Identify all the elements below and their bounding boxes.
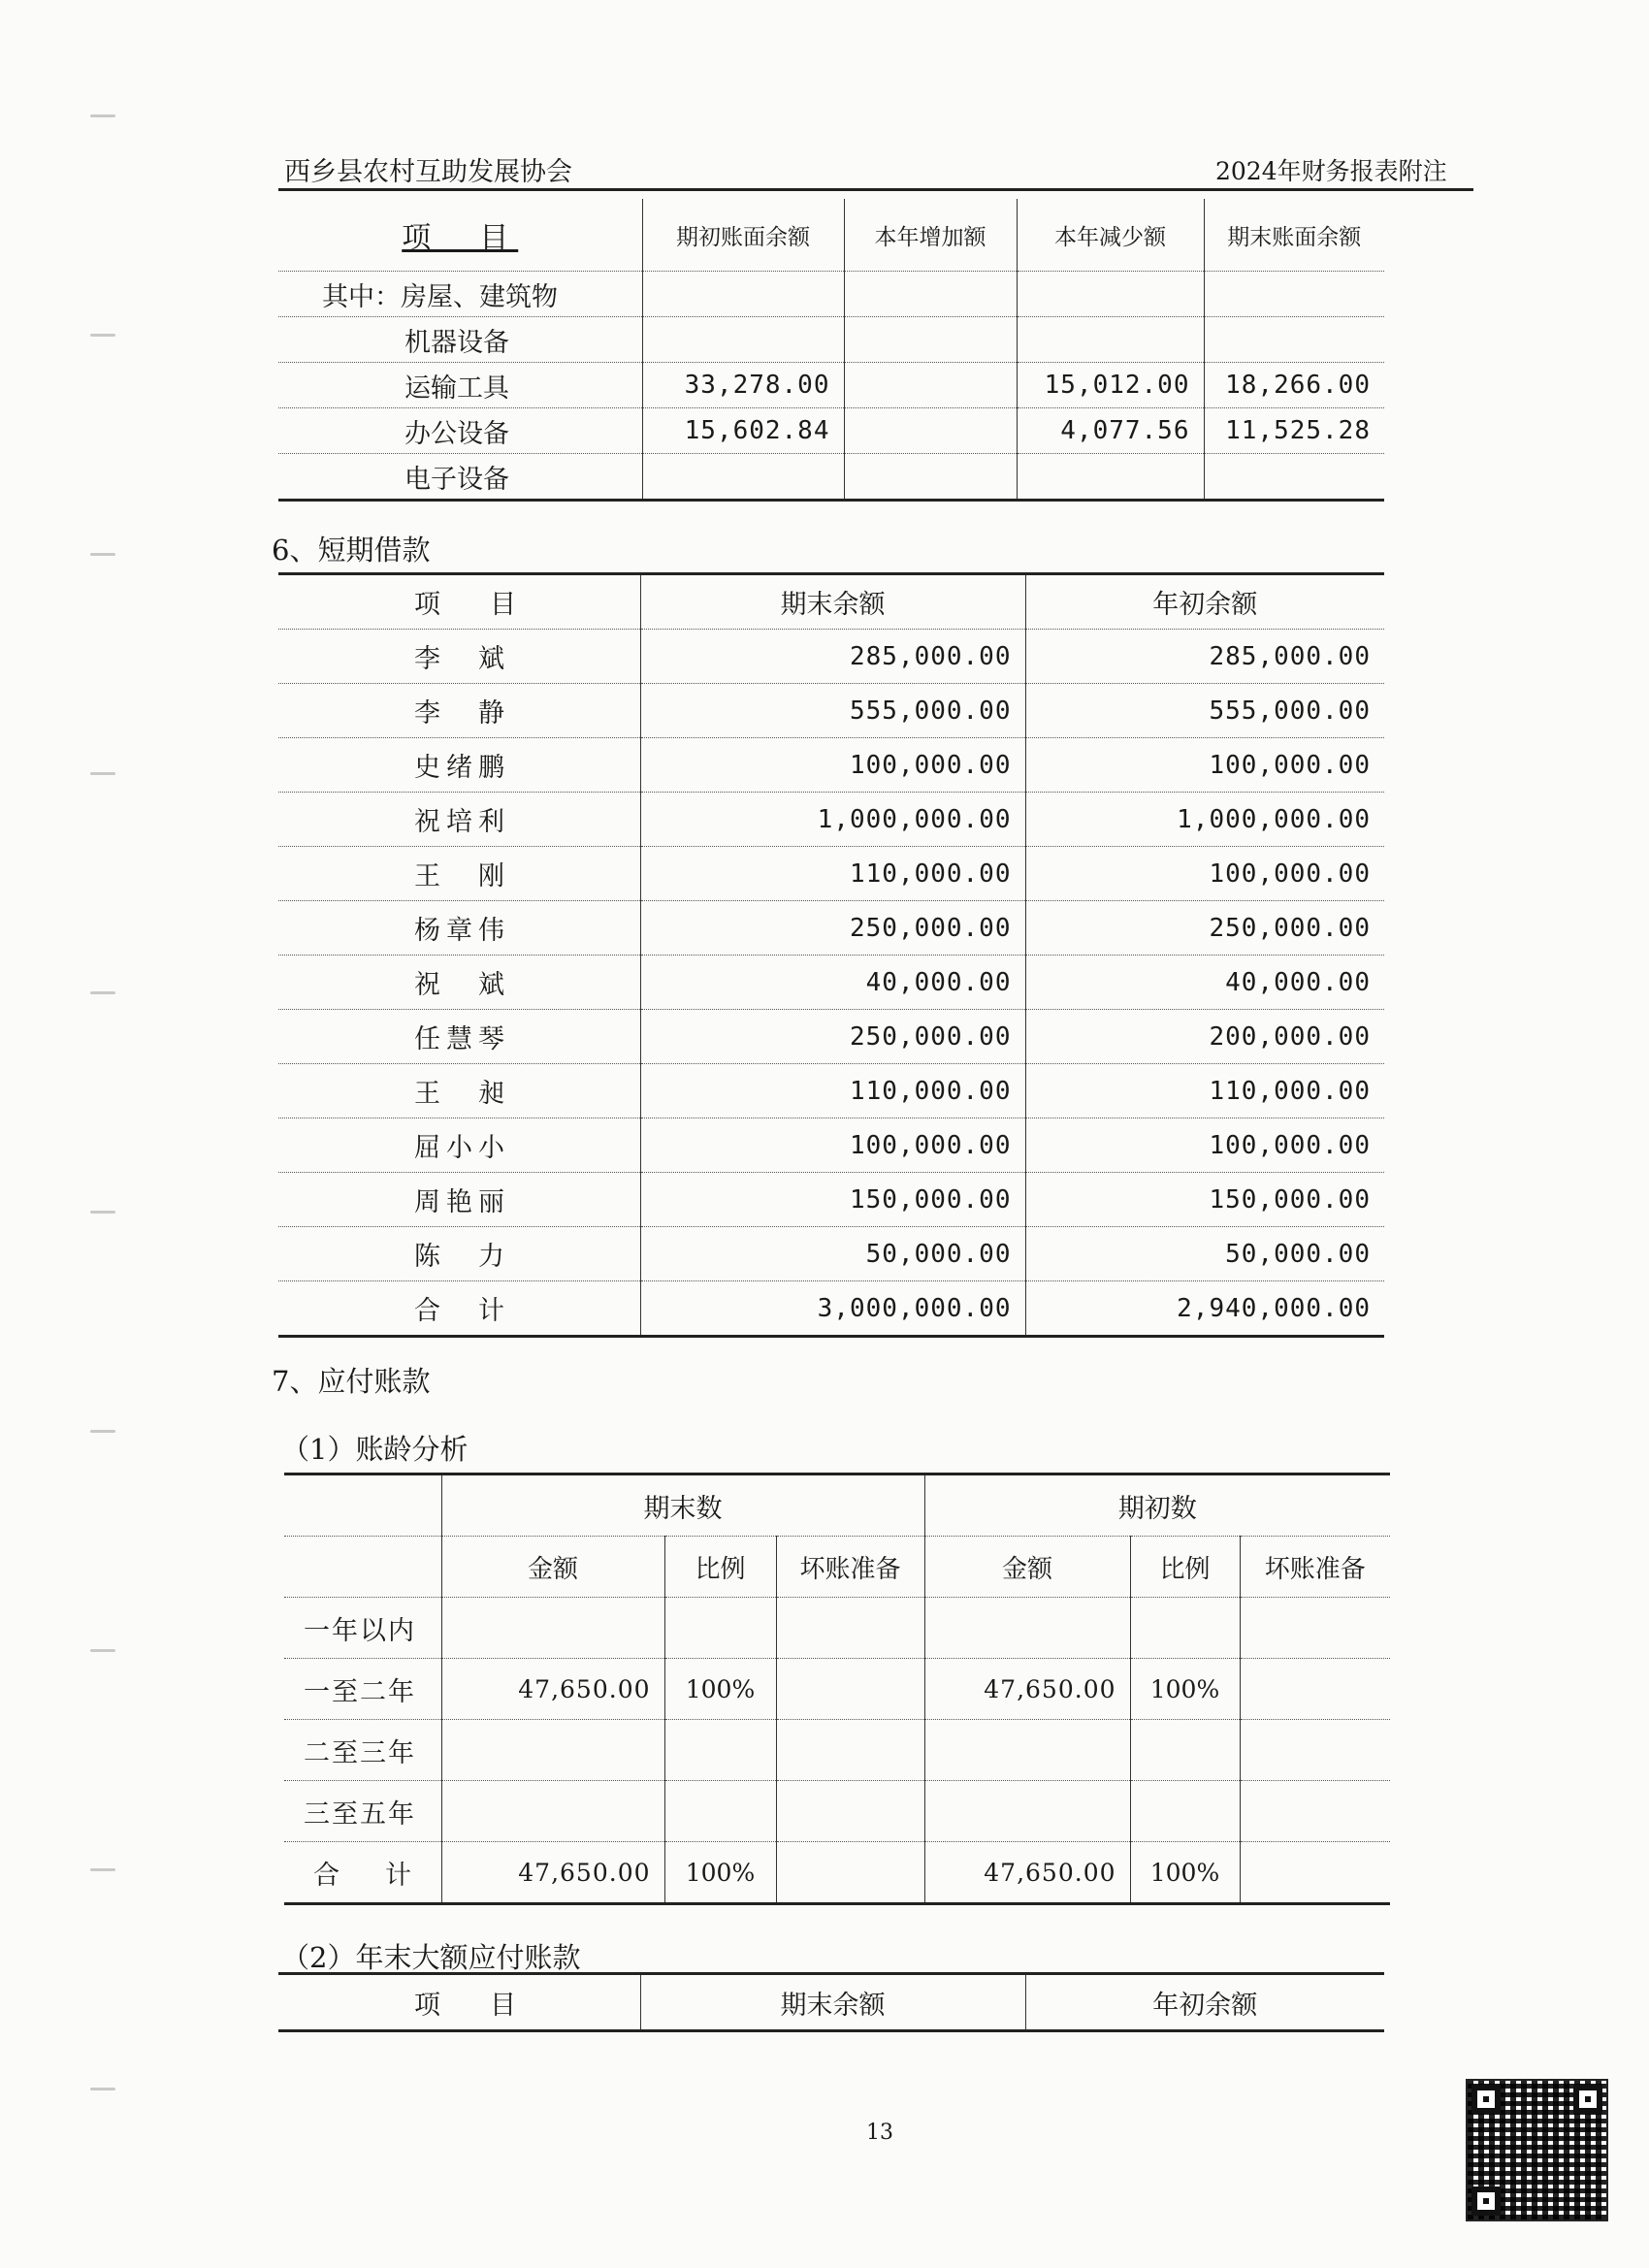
loan-begin-balance: 200,000.00 xyxy=(1025,1010,1384,1064)
cell-ratio-end: 100% xyxy=(664,1659,776,1720)
table-row xyxy=(284,1842,1390,1904)
col-close-balance: 期末账面余额 xyxy=(1204,199,1384,272)
cell-open xyxy=(642,272,844,317)
table-row xyxy=(278,1173,1384,1227)
cell-inc xyxy=(844,363,1017,408)
sub-amount-begin: 金额 xyxy=(924,1537,1130,1598)
table-row xyxy=(278,956,1384,1010)
binder-mark xyxy=(90,991,115,994)
qr-finder-icon xyxy=(1573,2085,1602,2114)
col-begin-balance: 年初余额 xyxy=(1025,574,1384,630)
aging-heading: （1）账龄分析 xyxy=(281,1433,469,1466)
cell-amount-end xyxy=(441,1720,664,1781)
cell-provision-begin xyxy=(1240,1720,1390,1781)
cell-dec: 4,077.56 xyxy=(1017,408,1204,454)
loan-end-balance: 110,000.00 xyxy=(640,1064,1025,1118)
cell-close xyxy=(1204,272,1384,317)
aging-label: 一至二年 xyxy=(284,1659,441,1720)
loan-end-balance: 100,000.00 xyxy=(640,1118,1025,1173)
cell-open xyxy=(642,454,844,501)
table-row xyxy=(278,684,1384,738)
cell-close xyxy=(1204,317,1384,363)
aging-label: 三至五年 xyxy=(284,1781,441,1842)
fixed-assets-table xyxy=(278,199,1384,502)
cell-provision-begin xyxy=(1240,1781,1390,1842)
cell-ratio-begin xyxy=(1130,1781,1240,1842)
loan-end-balance: 250,000.00 xyxy=(640,901,1025,956)
loan-name: 合 计 xyxy=(278,1281,640,1337)
doc-title: 2024年财务报表附注 xyxy=(1215,157,1447,185)
col-begin-balance: 年初余额 xyxy=(1025,1974,1384,2031)
loan-begin-balance: 100,000.00 xyxy=(1025,1118,1384,1173)
payables-heading: 7、应付账款 xyxy=(272,1365,431,1398)
col-item: 项 目 xyxy=(278,1974,640,2031)
table-row xyxy=(278,1010,1384,1064)
cell-ratio-begin: 100% xyxy=(1130,1842,1240,1904)
loan-name: 王 昶 xyxy=(278,1064,640,1118)
loan-begin-balance: 2,940,000.00 xyxy=(1025,1281,1384,1337)
cell-dec xyxy=(1017,454,1204,501)
table-row xyxy=(278,1118,1384,1173)
binder-mark xyxy=(90,1868,115,1871)
aging-table xyxy=(284,1473,1390,1905)
table-row xyxy=(278,272,1384,317)
binder-mark xyxy=(90,114,115,117)
qr-finder-icon xyxy=(1471,2187,1501,2216)
cell-close: 18,266.00 xyxy=(1204,363,1384,408)
group-begin: 期初数 xyxy=(924,1474,1390,1537)
cell-inc xyxy=(844,408,1017,454)
cell-amount-begin xyxy=(924,1720,1130,1781)
table-row xyxy=(278,1227,1384,1281)
loan-begin-balance: 110,000.00 xyxy=(1025,1064,1384,1118)
cell-ratio-end xyxy=(664,1720,776,1781)
table-row xyxy=(278,317,1384,363)
cell-dec: 15,012.00 xyxy=(1017,363,1204,408)
loan-name: 祝 斌 xyxy=(278,956,640,1010)
qr-code-icon xyxy=(1466,2079,1608,2221)
qr-finder-icon xyxy=(1471,2085,1501,2114)
loan-name: 李 斌 xyxy=(278,630,640,684)
loan-name: 任慧琴 xyxy=(278,1010,640,1064)
cell-inc xyxy=(844,454,1017,501)
cell-amount-begin: 47,650.00 xyxy=(924,1842,1130,1904)
binder-mark xyxy=(90,1649,115,1652)
loan-end-balance: 285,000.00 xyxy=(640,630,1025,684)
group-end: 期末数 xyxy=(441,1474,924,1537)
cell-open xyxy=(642,317,844,363)
table-row xyxy=(284,1720,1390,1781)
loan-begin-balance: 250,000.00 xyxy=(1025,901,1384,956)
binder-mark xyxy=(90,2088,115,2090)
cell-dec xyxy=(1017,317,1204,363)
loan-begin-balance: 150,000.00 xyxy=(1025,1173,1384,1227)
loan-end-balance: 555,000.00 xyxy=(640,684,1025,738)
cell-open: 15,602.84 xyxy=(642,408,844,454)
col-open-balance: 期初账面余额 xyxy=(642,199,844,272)
table-row xyxy=(278,1064,1384,1118)
col-end-balance: 期末余额 xyxy=(640,1974,1025,2031)
page-number: 13 xyxy=(866,2121,893,2145)
loan-end-balance: 1,000,000.00 xyxy=(640,793,1025,847)
loan-begin-balance: 285,000.00 xyxy=(1025,630,1384,684)
loan-begin-balance: 100,000.00 xyxy=(1025,738,1384,793)
loan-name: 李 静 xyxy=(278,684,640,738)
table-row xyxy=(278,408,1384,454)
table-row xyxy=(278,793,1384,847)
table-row xyxy=(284,1598,1390,1659)
header-rule xyxy=(278,188,1473,191)
cell-provision-end xyxy=(776,1781,924,1842)
loan-name: 周艳丽 xyxy=(278,1173,640,1227)
cell-provision-end xyxy=(776,1842,924,1904)
cell-open: 33,278.00 xyxy=(642,363,844,408)
cell-amount-begin: 47,650.00 xyxy=(924,1659,1130,1720)
org-name: 西乡县农村互助发展协会 xyxy=(284,157,572,187)
row-label: 其中：房屋、建筑物 xyxy=(278,272,642,317)
col-end-balance: 期末余额 xyxy=(640,574,1025,630)
aging-label: 二至三年 xyxy=(284,1720,441,1781)
binder-mark xyxy=(90,553,115,556)
cell-ratio-end xyxy=(664,1781,776,1842)
cell-close: 11,525.28 xyxy=(1204,408,1384,454)
loan-end-balance: 40,000.00 xyxy=(640,956,1025,1010)
loan-name: 杨章伟 xyxy=(278,901,640,956)
cell-provision-end xyxy=(776,1598,924,1659)
cell-amount-begin xyxy=(924,1781,1130,1842)
aging-label: 合 计 xyxy=(284,1842,441,1904)
aging-label: 一年以内 xyxy=(284,1598,441,1659)
loan-name: 史绪鹏 xyxy=(278,738,640,793)
col-item: 项 目 xyxy=(278,574,640,630)
cell-provision-begin xyxy=(1240,1659,1390,1720)
table-row xyxy=(278,363,1384,408)
sub-provision-begin: 坏账准备 xyxy=(1240,1537,1390,1598)
col-decrease: 本年减少额 xyxy=(1017,199,1204,272)
cell-ratio-begin: 100% xyxy=(1130,1659,1240,1720)
cell-provision-end xyxy=(776,1659,924,1720)
loan-begin-balance: 40,000.00 xyxy=(1025,956,1384,1010)
loan-name: 屈小小 xyxy=(278,1118,640,1173)
sub-provision-end: 坏账准备 xyxy=(776,1537,924,1598)
loan-name: 祝培利 xyxy=(278,793,640,847)
table-row xyxy=(278,738,1384,793)
row-label: 机器设备 xyxy=(278,317,642,363)
table-row xyxy=(278,1281,1384,1337)
row-label: 电子设备 xyxy=(278,454,642,501)
binder-mark xyxy=(90,334,115,337)
cell-provision-begin xyxy=(1240,1842,1390,1904)
cell-amount-begin xyxy=(924,1598,1130,1659)
binder-mark xyxy=(90,1430,115,1433)
row-label: 办公设备 xyxy=(278,408,642,454)
sub-ratio-end: 比例 xyxy=(664,1537,776,1598)
cell-ratio-begin xyxy=(1130,1720,1240,1781)
loan-name: 王 刚 xyxy=(278,847,640,901)
cell-ratio-end xyxy=(664,1598,776,1659)
short-loans-heading: 6、短期借款 xyxy=(272,534,431,567)
sub-ratio-begin: 比例 xyxy=(1130,1537,1240,1598)
cell-amount-end: 47,650.00 xyxy=(441,1659,664,1720)
cell-close xyxy=(1204,454,1384,501)
loan-begin-balance: 555,000.00 xyxy=(1025,684,1384,738)
table-row xyxy=(284,1659,1390,1720)
cell-provision-end xyxy=(776,1720,924,1781)
sub-amount-end: 金额 xyxy=(441,1537,664,1598)
cell-dec xyxy=(1017,272,1204,317)
binder-mark xyxy=(90,1211,115,1214)
loan-end-balance: 100,000.00 xyxy=(640,738,1025,793)
row-label: 运输工具 xyxy=(278,363,642,408)
cell-amount-end: 47,650.00 xyxy=(441,1842,664,1904)
loan-begin-balance: 50,000.00 xyxy=(1025,1227,1384,1281)
binder-mark xyxy=(90,772,115,775)
table-row xyxy=(278,847,1384,901)
cell-ratio-begin xyxy=(1130,1598,1240,1659)
loan-begin-balance: 100,000.00 xyxy=(1025,847,1384,901)
large-payables-table xyxy=(278,1972,1384,2032)
col-increase: 本年增加额 xyxy=(844,199,1017,272)
loan-name: 陈 力 xyxy=(278,1227,640,1281)
large-payables-heading: （2）年末大额应付账款 xyxy=(281,1941,581,1974)
table-row xyxy=(278,630,1384,684)
cell-inc xyxy=(844,272,1017,317)
cell-ratio-end: 100% xyxy=(664,1842,776,1904)
loan-end-balance: 250,000.00 xyxy=(640,1010,1025,1064)
cell-amount-end xyxy=(441,1598,664,1659)
loan-end-balance: 50,000.00 xyxy=(640,1227,1025,1281)
loan-end-balance: 110,000.00 xyxy=(640,847,1025,901)
loan-end-balance: 3,000,000.00 xyxy=(640,1281,1025,1337)
loan-end-balance: 150,000.00 xyxy=(640,1173,1025,1227)
short-loans-table xyxy=(278,572,1384,1338)
table-row xyxy=(278,454,1384,501)
cell-amount-end xyxy=(441,1781,664,1842)
cell-provision-begin xyxy=(1240,1598,1390,1659)
cell-inc xyxy=(844,317,1017,363)
col-item: 项 目 xyxy=(402,221,519,255)
table-row xyxy=(278,901,1384,956)
table-row xyxy=(284,1781,1390,1842)
loan-begin-balance: 1,000,000.00 xyxy=(1025,793,1384,847)
